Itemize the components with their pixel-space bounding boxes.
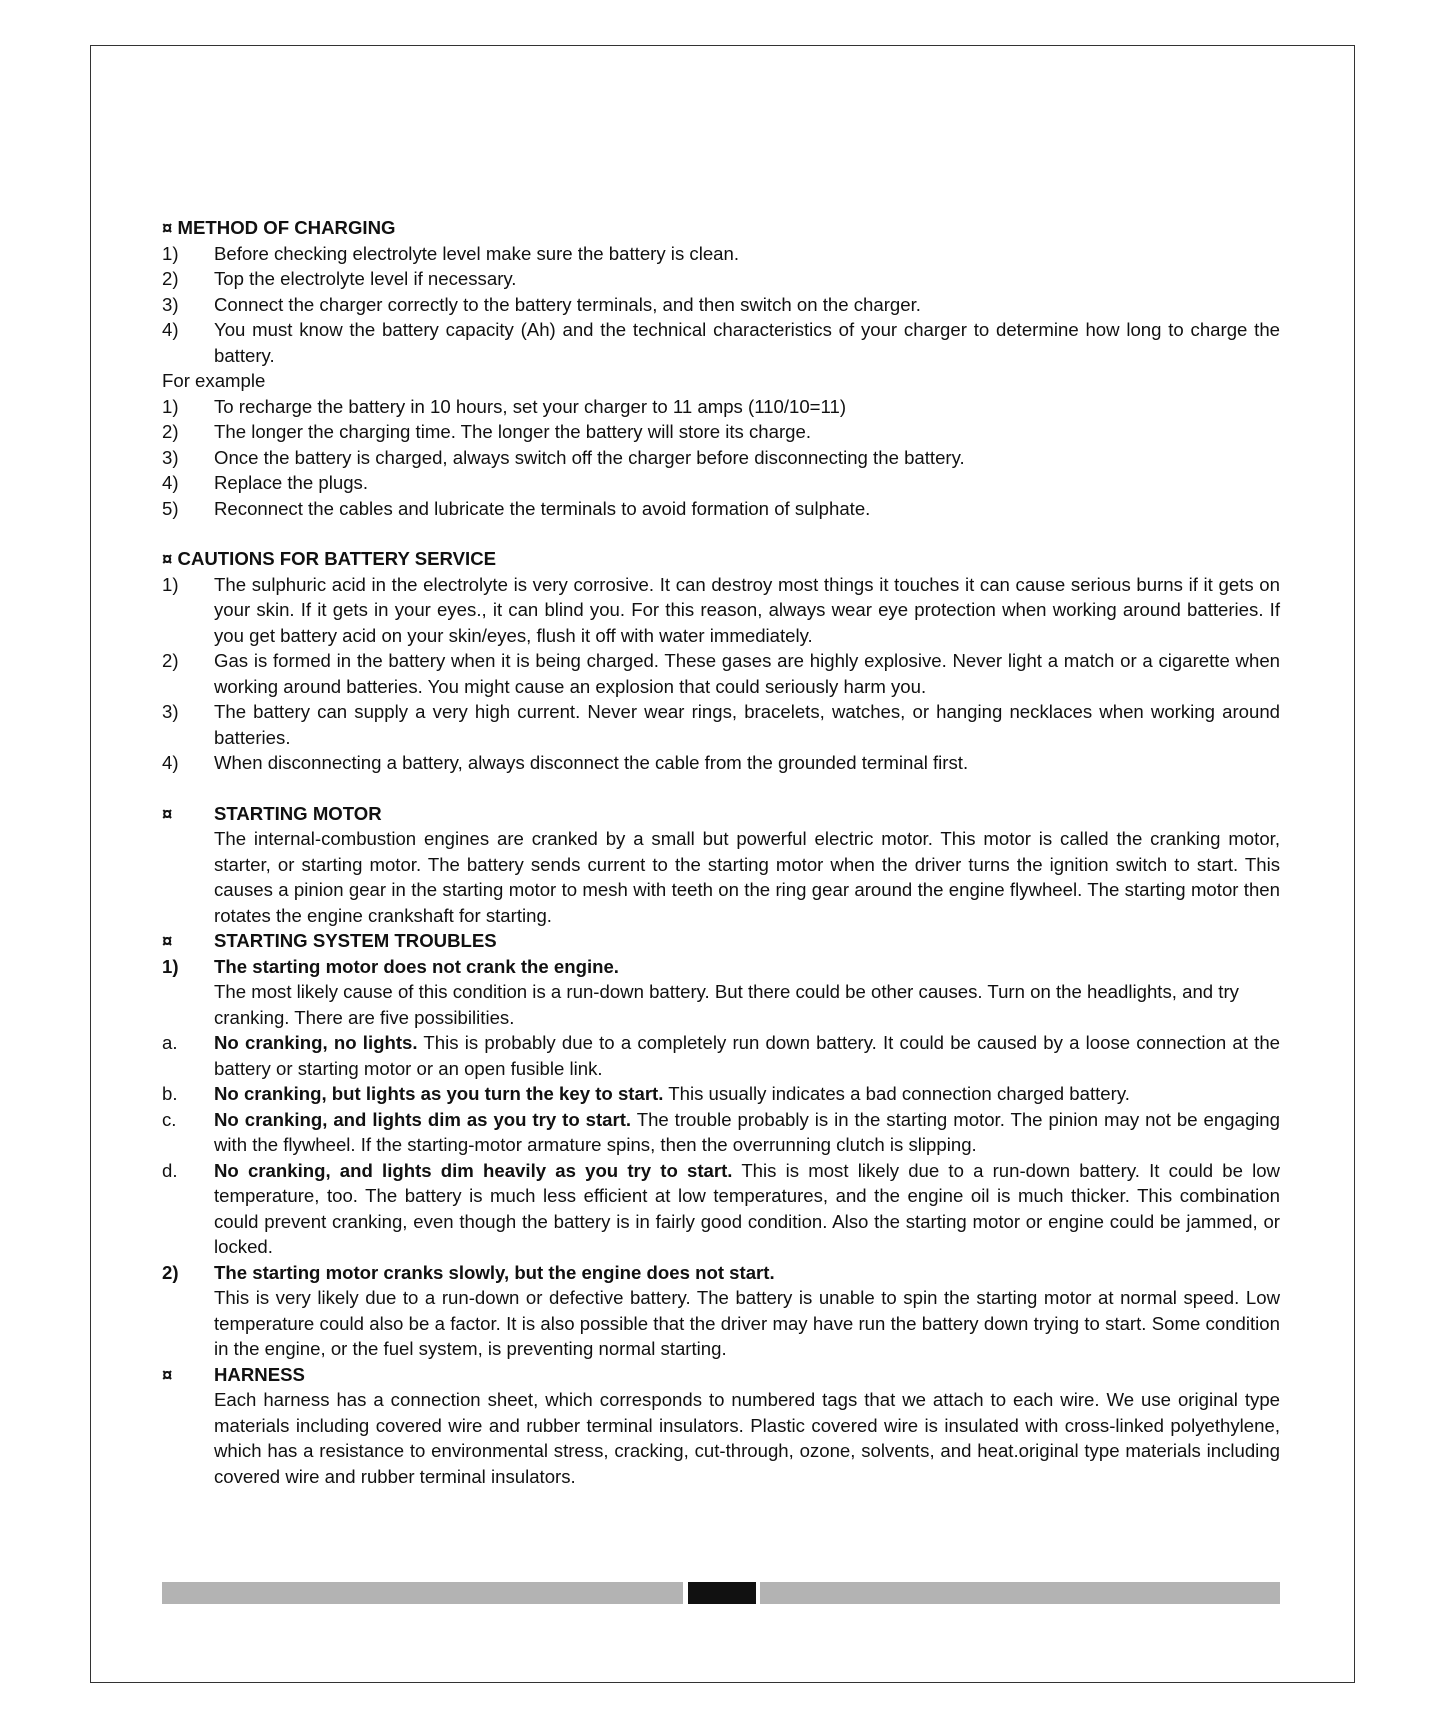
- list-item: 2) Top the electrolyte level if necessary.: [162, 268, 517, 289]
- starting-motor-heading: ¤ STARTING MOTOR: [162, 801, 1280, 827]
- footer-bar-left: [162, 1582, 683, 1604]
- footer-page-tab: [688, 1582, 756, 1604]
- bullet-marker: ¤: [162, 930, 173, 951]
- list-item: 1) Before checking electrolyte level make sure the battery is clean.: [162, 242, 740, 264]
- cautions-heading-text: CAUTIONS FOR BATTERY SERVICE: [177, 548, 497, 569]
- list-item: 4) Replace the plugs.: [162, 472, 369, 493]
- list-item: 3) Once the battery is charged, always switch off the charger before disconnecting the battery.: [162, 446, 965, 468]
- troubles-heading: ¤ STARTING SYSTEM TROUBLES: [162, 928, 1280, 954]
- trouble-2-title: 2) The starting motor cranks slowly, but the engine does not start.: [162, 1261, 775, 1283]
- trouble-1-body: The most likely cause of this condition is a run-down battery. But there could be other causes. Turn on the headlights, and try cranking. There are five possibilities.: [214, 981, 1239, 1028]
- list-item: 2) The longer the charging time. The longer the battery will store its charge.: [162, 421, 812, 442]
- list-item: 3) The battery can supply a very high current. Never wear rings, bracelets, watches, or hanging necklaces when working around batteries.: [162, 701, 1280, 748]
- starting-motor-body: The internal-combustion engines are cranked by a small but powerful electric motor. This motor is called the cranking motor, starter, or starting motor. The battery sends current to the starting motor when the driver turns the ignition switch to start. This causes a pinion gear in the starting motor to mesh with teeth on the ring gear around the engine flywheel. The starting motor then rotates the engine crankshaft for starting.: [214, 828, 1280, 926]
- harness-heading: ¤ HARNESS: [162, 1362, 1280, 1388]
- list-item: 3) Connect the charger correctly to the battery terminals, and then switch on the charger.: [162, 293, 921, 315]
- list-item: 1) The sulphuric acid in the electrolyte is very corrosive. It can destroy most things it touches it can cause serious burns if it gets on your skin. If it gets in your eyes., it can blind you. For this reason, always wear eye protection when working around batteries. If you get battery acid on your skin/eyes, flush it off with water immediately.: [162, 573, 1280, 646]
- harness-body: Each harness has a connection sheet, which corresponds to numbered tags that we attach to each wire. We use original type materials including covered wire and rubber terminal insulators. Plastic covered wire is insulated with cross-linked polyethylene, which has a resistance to environmental stress, cracking, cut-through, ozone, solvents, and heat.original type materials including covered wire and rubber terminal insulators.: [214, 1389, 1280, 1487]
- list-item: a. No cranking, no lights. This is probably due to a completely run down battery. It could be caused by a loose connection at the battery or starting motor or an open fusible link.: [162, 1032, 1280, 1079]
- document-body: [162, 215, 1280, 1489]
- list-item: 4) When disconnecting a battery, always disconnect the cable from the grounded terminal first.: [162, 752, 969, 773]
- method-heading-text: METHOD OF CHARGING: [177, 217, 396, 238]
- list-item: c. No cranking, and lights dim as you try to start. The trouble probably is in the starting motor. The pinion may not be engaging with the flywheel. If the starting-motor armature spins, then the overrunning clutch is slipping.: [162, 1108, 1280, 1155]
- footer-bar-right: [760, 1582, 1280, 1604]
- list-item: 4) You must know the battery capacity (Ah) and the technical characteristics of your charger to determine how long to charge the battery.: [162, 319, 1280, 366]
- list-item: 1) To recharge the battery in 10 hours, set your charger to 11 amps (110/10=11): [162, 395, 847, 417]
- bullet-marker: ¤: [162, 802, 173, 824]
- example-label: For example: [162, 370, 266, 391]
- list-item: 5) Reconnect the cables and lubricate the terminals to avoid formation of sulphate.: [162, 497, 871, 519]
- method-heading: [162, 215, 1280, 241]
- bullet-marker: ¤: [162, 217, 173, 238]
- list-item: d. No cranking, and lights dim heavily as you try to start. This is most likely due to a run-down battery. It could be low temperature, too. The battery is much less efficient at low temperatures, and the engine oil is much thicker. This combination could prevent cranking, even though the battery is in fairly good condition. Also the starting motor or engine could be jammed, or locked.: [162, 1159, 1280, 1257]
- trouble-2-body: This is very likely due to a run-down or defective battery. The battery is unable to spin the starting motor at normal speed. Low temperature could also be a factor. It is also possible that the driver may have run the battery down trying to start. Some condition in the engine, or the fuel system, is preventing normal starting.: [214, 1287, 1280, 1359]
- trouble-1-title: 1) The starting motor does not crank the engine.: [162, 955, 619, 977]
- bullet-marker: ¤: [162, 548, 173, 569]
- list-item: 2) Gas is formed in the battery when it is being charged. These gases are highly explosive. Never light a match or a cigarette when working around batteries. You might cause an explosion that could seriously harm you.: [162, 650, 1280, 697]
- list-item: b. No cranking, but lights as you turn the key to start. This usually indicates a bad connection charged battery.: [162, 1083, 1130, 1104]
- bullet-marker: ¤: [162, 1363, 173, 1385]
- cautions-heading: [162, 546, 1280, 572]
